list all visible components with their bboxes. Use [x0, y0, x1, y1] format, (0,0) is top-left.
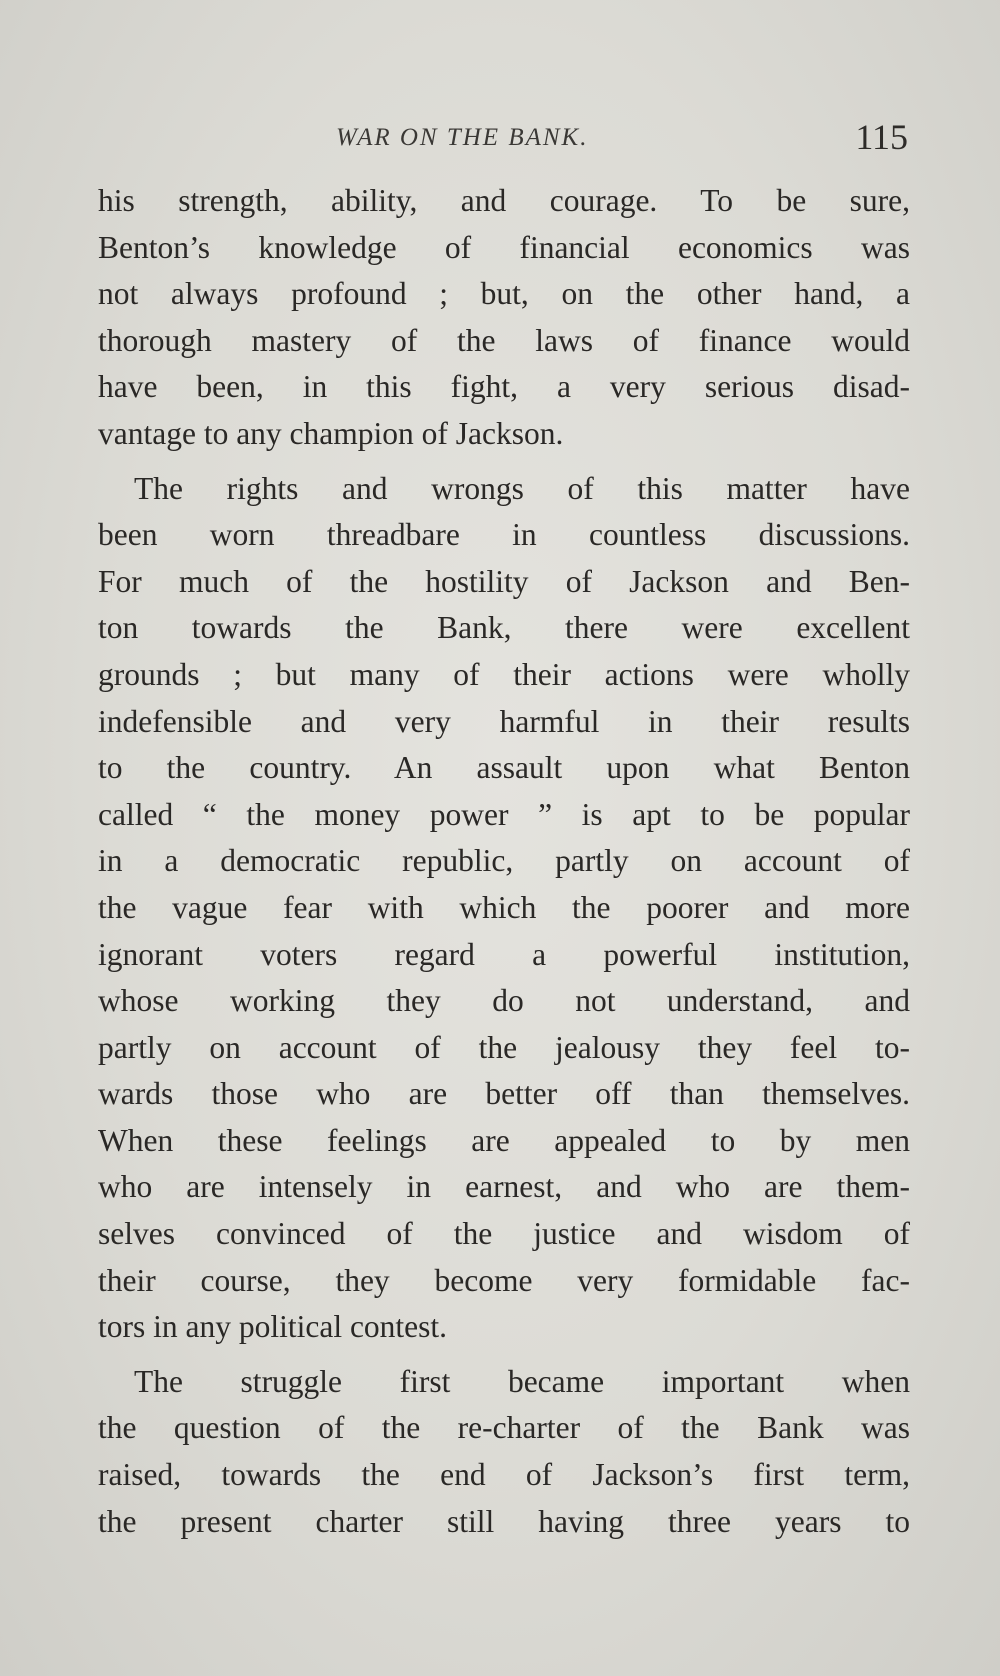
running-title: WAR ON THE BANK. [336, 124, 589, 151]
paragraph-gap [98, 1351, 910, 1359]
text-line: When these feelings are appealed to by men [98, 1122, 910, 1158]
text-line: been worn threadbare in countless discussions. [98, 517, 910, 553]
text-line: The rights and wrongs of this matter have [134, 470, 910, 506]
paragraph [98, 178, 910, 458]
text-line: their course, they become very formidable fac- [98, 1262, 910, 1298]
text-line: indefensible and very harmful in their results [98, 703, 910, 739]
running-head [98, 118, 908, 162]
text-line: called “ the money power ” is apt to be popular [98, 796, 910, 832]
text-line: his strength, ability, and courage. To be sure, [98, 183, 910, 218]
body-text [98, 178, 910, 1545]
page-number: 115 [855, 117, 908, 157]
paragraph [98, 1359, 910, 1545]
text-line: ignorant voters regard a powerful institution, [98, 936, 910, 972]
text-line: wards those who are better off than themselves. [98, 1076, 910, 1112]
text-line: have been, in this fight, a very serious disad- [98, 369, 910, 405]
text-line: The struggle first became important when [134, 1363, 910, 1399]
text-line: the present charter still having three years to [98, 1503, 910, 1539]
text-line: to the country. An assault upon what Benton [98, 750, 910, 786]
paragraph-gap [98, 458, 910, 466]
text-line: Benton’s knowledge of financial economics was [98, 229, 910, 265]
text-line: not always profound ; but, on the other hand, a [98, 276, 910, 312]
text-line: whose working they do not understand, and [98, 983, 910, 1019]
text-line: selves convinced of the justice and wisdom of [98, 1216, 910, 1252]
text-line: partly on account of the jealousy they feel to- [98, 1029, 910, 1065]
text-line: the vague fear with which the poorer and more [98, 889, 910, 925]
text-line: in a democratic republic, partly on account of [98, 843, 910, 879]
text-line: ton towards the Bank, there were excellent [98, 610, 910, 646]
text-line: the question of the re-charter of the Bank was [98, 1410, 910, 1446]
text-line: raised, towards the end of Jackson’s first term, [98, 1457, 910, 1493]
text-line: vantage to any champion of Jackson. [98, 415, 564, 451]
text-line: thorough mastery of the laws of finance would [98, 322, 910, 358]
text-line: grounds ; but many of their actions were wholly [98, 656, 910, 692]
text-line: tors in any political contest. [98, 1309, 448, 1345]
paragraph [98, 466, 910, 1351]
text-line: For much of the hostility of Jackson and Ben- [98, 563, 910, 599]
text-line: who are intensely in earnest, and who are them- [98, 1169, 910, 1205]
